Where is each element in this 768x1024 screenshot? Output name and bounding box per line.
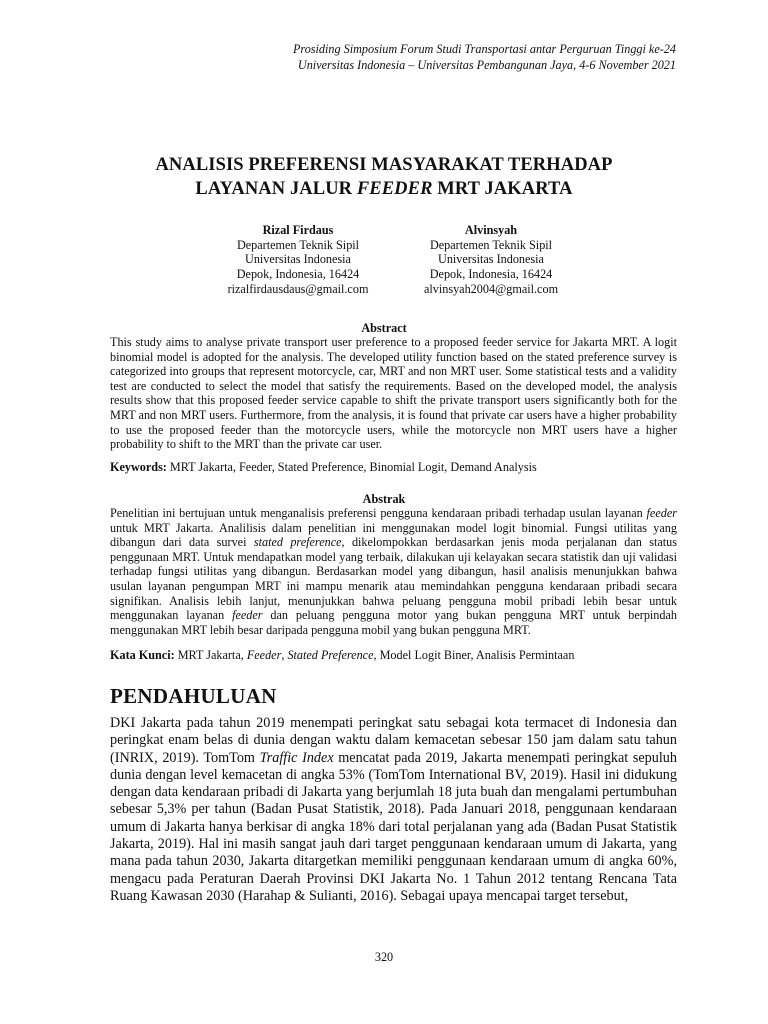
keywords-label: Keywords: [110, 460, 167, 474]
title-line-2 [0, 177, 768, 201]
section-heading: PENDAHULUAN [110, 684, 277, 708]
author-email: alvinsyah2004@gmail.com [423, 281, 559, 296]
abstrak-italic: stated preference [253, 535, 342, 550]
author-city: Depok, Indonesia, 16424 [429, 267, 553, 282]
body-part: mencatat pada 2019, Jakarta menempati peringkat sepuluh dunia dengan level kemacetan di angka 53% (TomTom International BV, 2019). Hasil ini didukung dengan data kendaraan pribadi di Jakarta yang berjumlah 18 juta buah dan mengalami pertumbuhan sebesar 5,3% per tahun (Badan Pusat Statistik, 2018). Pada Januari 2018, penggunaan kendaraan umum di Jakarta hanya berkisar di angka 18% dari total perjalanan yang ada (Badan Pusat Statistik Jakarta, 2019). Hal ini masih sangat jauh dari target penggunaan kendaraan umum di Jakarta, yang mana pada tahun 2030, Jakarta ditargetkan memiliki penggunaan kendaraan umum di angka 60%, mengacu pada Peraturan Daerah Provinsi DKI Jakarta No. 1 Tahun 2012 tentang Rencana Tata Ruang Kawasan 2030 (Harahap & Sulianti, 2016). Sebagai upaya mencapai target tersebut, [110, 749, 677, 904]
kata-kunci-part: , Model Logit Biner, Analisis Permintaan [373, 648, 575, 662]
header-line-1: Prosiding Simposium Forum Studi Transportasi antar Perguruan Tinggi ke-24 [292, 42, 676, 56]
abstrak-part: , dikelompokkan berdasarkan jenis moda perjalanan dan status penggunaan MRT. Untuk mendapatkan model yang terbaik, dilakukan uji kelayakan secara statistik dan uji validasi terhadap fungsi utilitas yang dibangun. Berdasarkan model yang dibangun, hasil analisis menunjukkan bahwa usulan layanan pengumpan MRT ini mampu menarik atau memindahkan pengguna kendaraan pribadi secara signifikan. Analisis lebih lanjut, menunjukkan bahwa peluang pengguna mobil pribadi lebih besar untuk menggunakan layanan [110, 535, 677, 623]
abstrak-text [110, 506, 677, 637]
title-line-2-italic: FEEDER [356, 179, 433, 199]
abstract-heading: Abstract [361, 321, 407, 335]
author-dept: Departemen Teknik Sipil [429, 237, 553, 252]
author-block-1 [188, 223, 408, 297]
abstract-text: This study aims to analyse private transport user preference to a proposed feeder service for Jakarta MRT. A logit binomial model is adopted for the analysis. The developed utility function based on the stated preference survey is categorized into groups that represent motorcycle, car, MRT and non MRT user. Some statistical tests and a validity test are conducted to select the model that satisfy the requirements. Based on the developed model, the analysis results show that this proposed feeder service capable to shift the private transport users significantly both for the MRT and non MRT users. Furthermore, from the analysis, it is found that private car users have a higher probability to use the proposed feeder than the motorcycle users, while the motorcycle non MRT users have a higher probability to shift to the MRT than the private car user. [110, 335, 677, 452]
author-block-2 [381, 223, 601, 297]
kata-kunci-italic: Stated Preference [287, 648, 374, 662]
kata-kunci-part: MRT Jakarta, [174, 648, 247, 662]
author-univ: Universitas Indonesia [245, 252, 351, 267]
page-number: 320 [374, 950, 394, 964]
keywords [110, 460, 677, 475]
author-city: Depok, Indonesia, 16424 [236, 267, 360, 282]
body-italic: Traffic Index [259, 749, 334, 766]
paper-title [0, 153, 768, 201]
author-dept: Departemen Teknik Sipil [236, 237, 360, 252]
abstrak-heading: Abstrak [362, 492, 406, 506]
abstrak-part: untuk MRT Jakarta. Analilisis dalam penelitian ini menggunakan model logit binomial. Fungsi utilitas yang dibangun dari data survei [110, 520, 677, 550]
body-part: DKI Jakarta pada tahun 2019 menempati peringkat satu sebagai kota termacet di Indonesia dan peringkat enam belas di dunia dengan waktu dalam kemacetan sebesar 150 jam dalam satu tahun (INRIX, 2019). TomTom [110, 715, 677, 766]
title-line-1: ANALISIS PREFERENSI MASYARAKAT TERHADAP [155, 155, 613, 175]
keywords-text: MRT Jakarta, Feeder, Stated Preference, Binomial Logit, Demand Analysis [166, 460, 537, 474]
author-name: Alvinsyah [464, 223, 518, 237]
title-line-2-pre: LAYANAN JALUR [195, 179, 357, 199]
abstrak-part: dan peluang pengguna motor yang bukan pengguna MRT untuk berpindah menggunakan MRT lebih besar daripada pengguna mobil yang bukan pengguna MRT. [110, 608, 677, 637]
header-line-2: Universitas Indonesia – Universitas Pembangunan Jaya, 4-6 November 2021 [297, 57, 676, 72]
abstrak-italic: feeder [646, 506, 677, 520]
abstrak-italic: feeder [232, 608, 263, 623]
author-name: Rizal Firdaus [262, 223, 334, 237]
running-header [293, 42, 676, 73]
section-body [110, 715, 677, 905]
kata-kunci-part: , [281, 648, 288, 662]
kata-kunci-italic: Feeder [246, 648, 282, 662]
kata-kunci [110, 648, 677, 663]
author-email: rizalfirdausdaus@gmail.com [227, 281, 369, 296]
title-line-2-post: MRT JAKARTA [432, 179, 573, 199]
kata-kunci-label: Kata Kunci: [110, 648, 175, 662]
author-univ: Universitas Indonesia [438, 252, 544, 267]
abstrak-part: Penelitian ini bertujuan untuk menganalisis preferensi pengguna kendaraan pribadi terhadap usulan layanan [110, 506, 647, 520]
